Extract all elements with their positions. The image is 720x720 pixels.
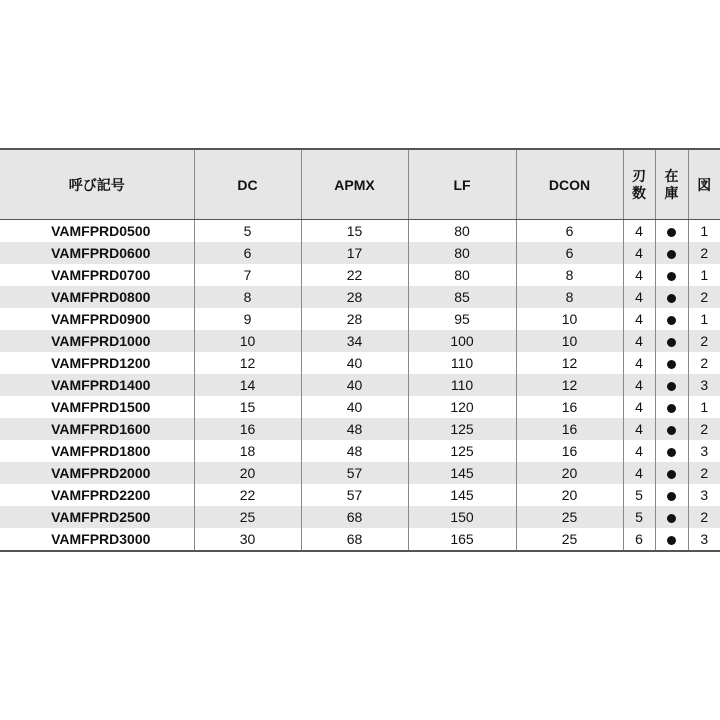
- cell-fig: 3: [688, 484, 720, 506]
- cell-stock: [655, 264, 688, 286]
- cell-dcon: 16: [516, 440, 623, 462]
- cell-apmx: 68: [301, 506, 408, 528]
- cell-stock: [655, 418, 688, 440]
- cell-code: VAMFPRD1000: [0, 330, 194, 352]
- cell-lf: 145: [408, 462, 516, 484]
- cell-code: VAMFPRD1200: [51, 355, 151, 371]
- header-fig: 図: [688, 149, 720, 220]
- cell-lf: 165: [408, 528, 516, 551]
- cell-stock: [655, 374, 688, 396]
- header-dcon: DCON: [516, 149, 623, 220]
- cell-flutes: 4: [623, 462, 655, 484]
- cell-fig: 2: [688, 418, 720, 440]
- header-stock-char-1: 在: [664, 167, 679, 184]
- cell-stock: [655, 330, 688, 352]
- cell-dc: 18: [194, 440, 301, 462]
- table-row: [0, 484, 720, 506]
- cell-stock: [655, 506, 688, 528]
- in-stock-dot-icon: [667, 404, 676, 413]
- cell-flutes: 5: [623, 506, 655, 528]
- table-row: [0, 264, 720, 286]
- table-row: [0, 506, 720, 528]
- cell-dc: 9: [194, 308, 301, 330]
- cell-apmx: 40: [301, 396, 408, 418]
- table-row: [0, 396, 720, 418]
- cell-dcon: 25: [516, 528, 623, 551]
- table-row: [0, 352, 720, 374]
- table-row: [0, 308, 720, 330]
- table-row: [0, 242, 720, 264]
- cell-fig: 2: [688, 286, 720, 308]
- cell-stock: [655, 308, 688, 330]
- spec-table: [0, 148, 720, 552]
- header-flutes-char-1: 刃: [632, 167, 646, 184]
- cell-dc: 22: [194, 484, 301, 506]
- table-row: [0, 462, 720, 484]
- in-stock-dot-icon: [667, 338, 676, 347]
- cell-lf: 95: [408, 308, 516, 330]
- cell-lf: 85: [408, 286, 516, 308]
- cell-apmx: 68: [301, 528, 408, 551]
- cell-lf: 110: [408, 352, 516, 374]
- cell-stock: [655, 462, 688, 484]
- cell-fig: 3: [688, 528, 720, 551]
- cell-code: VAMFPRD1800: [51, 443, 151, 459]
- cell-apmx: 22: [301, 264, 408, 286]
- table-row: [0, 330, 720, 352]
- table-row: [0, 418, 720, 440]
- header-lf: LF: [408, 149, 516, 220]
- header-code: 呼び記号: [0, 149, 194, 220]
- cell-flutes: 4: [623, 286, 655, 308]
- cell-dcon: 16: [516, 396, 623, 418]
- cell-flutes: 4: [623, 242, 655, 264]
- in-stock-dot-icon: [667, 382, 676, 391]
- cell-code: VAMFPRD1500: [51, 399, 151, 415]
- table-row: [0, 220, 720, 243]
- header-stock-char-2: 庫: [664, 184, 679, 201]
- cell-code: VAMFPRD0700: [51, 267, 151, 283]
- table-row: [0, 440, 720, 462]
- cell-lf: 80: [408, 220, 516, 243]
- cell-code: VAMFPRD0800: [0, 286, 194, 308]
- cell-apmx: 48: [301, 418, 408, 440]
- in-stock-dot-icon: [667, 426, 676, 435]
- header-flutes-char-2: 数: [632, 184, 646, 201]
- cell-dc: 6: [194, 242, 301, 264]
- cell-dc: 8: [194, 286, 301, 308]
- cell-dcon: 20: [516, 484, 623, 506]
- cell-dc: 15: [194, 396, 301, 418]
- cell-stock: [655, 352, 688, 374]
- cell-flutes: 4: [623, 374, 655, 396]
- cell-lf: 100: [408, 330, 516, 352]
- table-row: [0, 286, 720, 308]
- cell-stock: [655, 484, 688, 506]
- cell-apmx: 28: [301, 308, 408, 330]
- in-stock-dot-icon: [667, 250, 676, 259]
- cell-code: VAMFPRD2200: [51, 487, 151, 503]
- in-stock-dot-icon: [667, 272, 676, 281]
- cell-fig: 1: [688, 220, 720, 243]
- table-row: [0, 528, 720, 551]
- cell-code: VAMFPRD0600: [0, 242, 194, 264]
- cell-apmx: 48: [301, 440, 408, 462]
- cell-dcon: 12: [516, 374, 623, 396]
- cell-dcon: 6: [516, 242, 623, 264]
- in-stock-dot-icon: [667, 228, 676, 237]
- cell-code: VAMFPRD1600: [0, 418, 194, 440]
- in-stock-dot-icon: [667, 316, 676, 325]
- table-row: [0, 374, 720, 396]
- header-flutes: [623, 149, 655, 220]
- cell-lf: 125: [408, 418, 516, 440]
- cell-dc: 25: [194, 506, 301, 528]
- cell-apmx: 40: [301, 352, 408, 374]
- cell-fig: 2: [688, 242, 720, 264]
- cell-lf: 125: [408, 440, 516, 462]
- cell-fig: 1: [688, 264, 720, 286]
- cell-stock: [655, 396, 688, 418]
- cell-dcon: 25: [516, 506, 623, 528]
- header-dc: DC: [194, 149, 301, 220]
- cell-fig: 2: [688, 352, 720, 374]
- cell-dc: 30: [194, 528, 301, 551]
- cell-flutes: 4: [623, 330, 655, 352]
- table-body: [0, 220, 720, 552]
- cell-code: VAMFPRD2500: [0, 506, 194, 528]
- cell-flutes: 5: [623, 484, 655, 506]
- header-stock: [655, 149, 688, 220]
- cell-fig: 3: [688, 374, 720, 396]
- cell-stock: [655, 440, 688, 462]
- cell-code: VAMFPRD1400: [0, 374, 194, 396]
- cell-lf: 80: [408, 242, 516, 264]
- cell-dc: 7: [194, 264, 301, 286]
- cell-code: VAMFPRD2000: [0, 462, 194, 484]
- cell-dc: 12: [194, 352, 301, 374]
- cell-flutes: 4: [623, 396, 655, 418]
- cell-lf: 80: [408, 264, 516, 286]
- in-stock-dot-icon: [667, 448, 676, 457]
- cell-lf: 150: [408, 506, 516, 528]
- cell-dc: 20: [194, 462, 301, 484]
- cell-apmx: 57: [301, 484, 408, 506]
- cell-apmx: 40: [301, 374, 408, 396]
- in-stock-dot-icon: [667, 514, 676, 523]
- cell-apmx: 17: [301, 242, 408, 264]
- cell-flutes: 4: [623, 264, 655, 286]
- cell-fig: 2: [688, 506, 720, 528]
- cell-dcon: 6: [516, 220, 623, 243]
- cell-dcon: 12: [516, 352, 623, 374]
- cell-code: VAMFPRD0500: [51, 223, 151, 239]
- header-row: [0, 149, 720, 220]
- cell-fig: 2: [688, 330, 720, 352]
- cell-code: VAMFPRD3000: [51, 531, 151, 547]
- cell-dcon: 10: [516, 308, 623, 330]
- cell-apmx: 15: [301, 220, 408, 243]
- in-stock-dot-icon: [667, 294, 676, 303]
- cell-flutes: 4: [623, 440, 655, 462]
- cell-fig: 2: [688, 462, 720, 484]
- cell-dcon: 8: [516, 264, 623, 286]
- cell-lf: 120: [408, 396, 516, 418]
- cell-code: VAMFPRD0900: [51, 311, 151, 327]
- in-stock-dot-icon: [667, 470, 676, 479]
- cell-dc: 14: [194, 374, 301, 396]
- cell-flutes: 6: [623, 528, 655, 551]
- cell-lf: 110: [408, 374, 516, 396]
- cell-flutes: 4: [623, 418, 655, 440]
- in-stock-dot-icon: [667, 536, 676, 545]
- cell-apmx: 34: [301, 330, 408, 352]
- cell-dc: 10: [194, 330, 301, 352]
- cell-stock: [655, 528, 688, 551]
- cell-dcon: 20: [516, 462, 623, 484]
- cell-stock: [655, 220, 688, 243]
- in-stock-dot-icon: [667, 360, 676, 369]
- cell-stock: [655, 286, 688, 308]
- cell-dcon: 10: [516, 330, 623, 352]
- cell-dc: 16: [194, 418, 301, 440]
- cell-dcon: 8: [516, 286, 623, 308]
- cell-flutes: 4: [623, 352, 655, 374]
- cell-flutes: 4: [623, 220, 655, 243]
- cell-dcon: 16: [516, 418, 623, 440]
- cell-fig: 3: [688, 440, 720, 462]
- cell-stock: [655, 242, 688, 264]
- cell-fig: 1: [688, 396, 720, 418]
- cell-flutes: 4: [623, 308, 655, 330]
- cell-lf: 145: [408, 484, 516, 506]
- cell-fig: 1: [688, 308, 720, 330]
- in-stock-dot-icon: [667, 492, 676, 501]
- cell-apmx: 28: [301, 286, 408, 308]
- header-apmx: APMX: [301, 149, 408, 220]
- cell-dc: 5: [194, 220, 301, 243]
- cell-apmx: 57: [301, 462, 408, 484]
